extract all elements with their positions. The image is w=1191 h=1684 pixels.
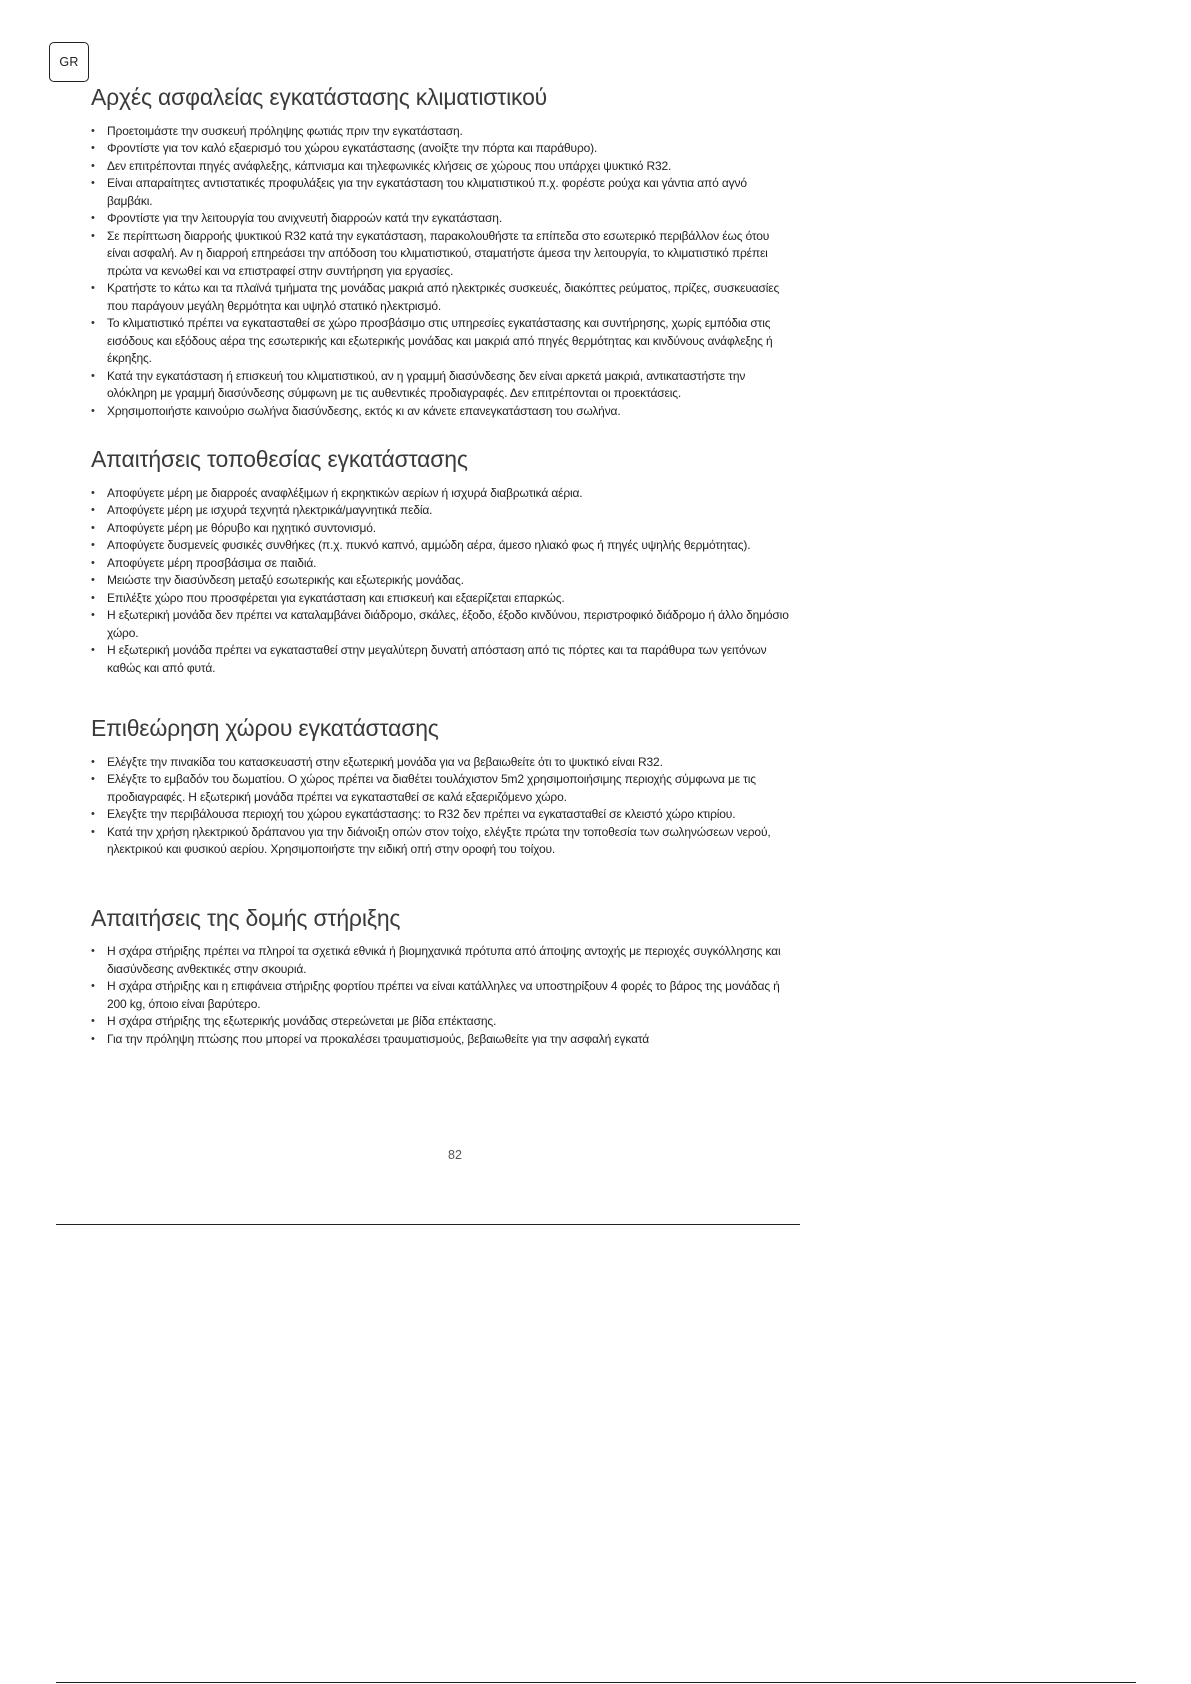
bullet-list — [91, 943, 791, 1048]
section-title: Απαιτήσεις τοποθεσίας εγκατάστασης — [91, 446, 468, 473]
list-item: • Χρησιμοποιήστε καινούριο σωλήνα διασύνδεσης, εκτός κι αν κάνετε επανεγκατάσταση του σωλήνα. — [91, 403, 791, 421]
list-item: • Φροντίστε για τον καλό εξαερισμό του χώρου εγκατάστασης (ανοίξτε την πόρτα και παράθυρο). — [91, 140, 791, 158]
list-item: • Μειώστε την διασύνδεση μεταξύ εσωτερικής και εξωτερικής μονάδας. — [91, 572, 791, 590]
bottom-divider-line — [56, 1682, 1136, 1683]
language-badge: GR — [49, 42, 89, 82]
divider-line — [56, 1224, 800, 1225]
list-item: • Η σχάρα στήριξης της εξωτερικής μονάδας στερεώνεται με βίδα επέκτασης. — [91, 1013, 791, 1031]
page-content — [91, 84, 791, 1048]
list-item: • Η εξωτερική μονάδα δεν πρέπει να καταλαμβάνει διάδρομο, σκάλες, έξοδο, έξοδο κινδύνου, περιστροφικό διάδρομο ή άλλο δημόσιο χώρο. — [91, 607, 791, 642]
list-item: • Φροντίστε για την λειτουργία του ανιχνευτή διαρροών κατά την εγκατάσταση. — [91, 210, 791, 228]
list-item: • Αποφύγετε μέρη με διαρροές αναφλέξιμων ή εκρηκτικών αερίων ή ισχυρά διαβρωτικά αέρια. — [91, 485, 791, 503]
section-site-inspection — [91, 715, 791, 859]
list-item: • Η σχάρα στήριξης και η επιφάνεια στήριξης φορτίου πρέπει να είναι κατάλληλες να υποστηρίξουν 4 φορές το βάρος της μονάδας ή 200 kg, όποιο είναι βαρύτερο. — [91, 978, 791, 1013]
list-item: • Αποφύγετε μέρη προσβάσιμα σε παιδιά. — [91, 555, 791, 573]
list-item: • Το κλιματιστικό πρέπει να εγκατασταθεί σε χώρο προσβάσιμο στις υπηρεσίες εγκατάστασης και συντήρησης, χωρίς εμπόδια στις εισόδους και εξόδους αέρα της εσωτερικής και εξωτερικής μονάδας και μακριά από πηγές θερμότητας και κινδύνους ανάφλεξης ή έκρηξης. — [91, 315, 791, 368]
list-item: • Αποφύγετε μέρη με ισχυρά τεχνητά ηλεκτρικά/μαγνητικά πεδία. — [91, 502, 791, 520]
list-item: • Κατά την χρήση ηλεκτρικού δράπανου για την διάνοιξη οπών στον τοίχο, ελέγξτε πρώτα την τοποθεσία των σωληνώσεων νερού, ηλεκτρικού και φυσικού αερίου. Χρησιμοποιήστε την ειδική οπή στην οροφή του τοίχου. — [91, 824, 791, 859]
list-item: • Για την πρόληψη πτώσης που μπορεί να προκαλέσει τραυματισμούς, βεβαιωθείτε για την ασφαλή εγκατά — [91, 1031, 791, 1049]
list-item: • Ελέγξτε την πινακίδα του κατασκευαστή στην εξωτερική μονάδα για να βεβαιωθείτε ότι το ψυκτικό είναι R32. — [91, 754, 791, 772]
list-item: • Η σχάρα στήριξης πρέπει να πληροί τα σχετικά εθνικά ή βιομηχανικά πρότυπα από άποψης αντοχής με περιοχές συγκόλλησης και διασύνδεσης ανθεκτικές στην σκουριά. — [91, 943, 791, 978]
list-item: • Κρατήστε το κάτω και τα πλαϊνά τμήματα της μονάδας μακριά από ηλεκτρικές συσκευές, διακόπτες ρεύματος, πρίζες, συσκευασίες που παράγουν μεγάλη θερμότητα και υψηλό στατικό ηλεκτρισμό. — [91, 280, 791, 315]
list-item: • Αποφύγετε μέρη με θόρυβο και ηχητικό συντονισμό. — [91, 520, 791, 538]
list-item: • Είναι απαραίτητες αντιστατικές προφυλάξεις για την εγκατάσταση του κλιματιστικού π.χ. φορέστε ρούχα και γάντια από αγνό βαμβάκι. — [91, 175, 791, 210]
list-item: • Η εξωτερική μονάδα πρέπει να εγκατασταθεί στην μεγαλύτερη δυνατή απόσταση από τις πόρτες και τα παράθυρα των γειτόνων καθώς και από φυτά. — [91, 642, 791, 677]
bullet-list — [91, 123, 791, 421]
bullet-list — [91, 485, 791, 678]
list-item: • Αποφύγετε δυσμενείς φυσικές συνθήκες (π.χ. πυκνό καπνό, αμμώδη αέρα, άμεσο ηλιακό φως ή πηγές υψηλής θερμότητας). — [91, 537, 791, 555]
section-location-requirements — [91, 446, 791, 677]
section-title: Επιθεώρηση χώρου εγκατάστασης — [91, 715, 439, 742]
bullet-list — [91, 754, 791, 859]
page-number: 82 — [448, 1148, 462, 1162]
list-item: • Δεν επιτρέπονται πηγές ανάφλεξης, κάπνισμα και τηλεφωνικές κλήσεις σε χώρους που υπάρχει ψυκτικό R32. — [91, 158, 791, 176]
list-item: • Σε περίπτωση διαρροής ψυκτικού R32 κατά την εγκατάσταση, παρακολουθήστε τα επίπεδα στο εσωτερικό περιβάλλον έως ότου είναι ασφαλή. Αν η διαρροή επηρεάσει την απόδοση του κλιματιστικού, σταματήστε άμεσα την λειτουργία, το κλιματιστικό πρέπει πρώτα να κενωθεί και να επιστραφεί στην συντήρηση για εργασίες. — [91, 228, 791, 281]
list-item: • Ελέγξτε το εμβαδόν του δωματίου. Ο χώρος πρέπει να διαθέτει τουλάχιστον 5m2 χρησιμοποιήσιμης περιοχής σύμφωνα με τις προδιαγραφές. Η εξωτερική μονάδα πρέπει να εγκατασταθεί σε καλά εξαεριζόμενο χώρο. — [91, 771, 791, 806]
list-item: • Προετοιμάστε την συσκευή πρόληψης φωτιάς πριν την εγκατάσταση. — [91, 123, 791, 141]
section-title: Απαιτήσεις της δομής στήριξης — [91, 904, 401, 931]
section-installation-safety — [91, 84, 791, 420]
list-item: • Επιλέξτε χώρο που προσφέρεται για εγκατάσταση και επισκευή και εξαερίζεται επαρκώς. — [91, 590, 791, 608]
section-support-structure — [91, 905, 791, 1049]
list-item: • Κατά την εγκατάσταση ή επισκευή του κλιματιστικού, αν η γραμμή διασύνδεσης δεν είναι αρκετά μακριά, αντικαταστήστε την ολόκληρη με γραμμή διασύνδεσης σύμφωνη με τις αυθεντικές προδιαγραφές. Δεν επιτρέπονται οι προεκτάσεις. — [91, 368, 791, 403]
section-title: Αρχές ασφαλείας εγκατάστασης κλιματιστικού — [91, 84, 548, 110]
list-item: • Ελεγξτε την περιβάλουσα περιοχή του χώρου εγκατάστασης: το R32 δεν πρέπει να εγκατασταθεί σε κλειστό χώρο κτιρίου. — [91, 806, 791, 824]
